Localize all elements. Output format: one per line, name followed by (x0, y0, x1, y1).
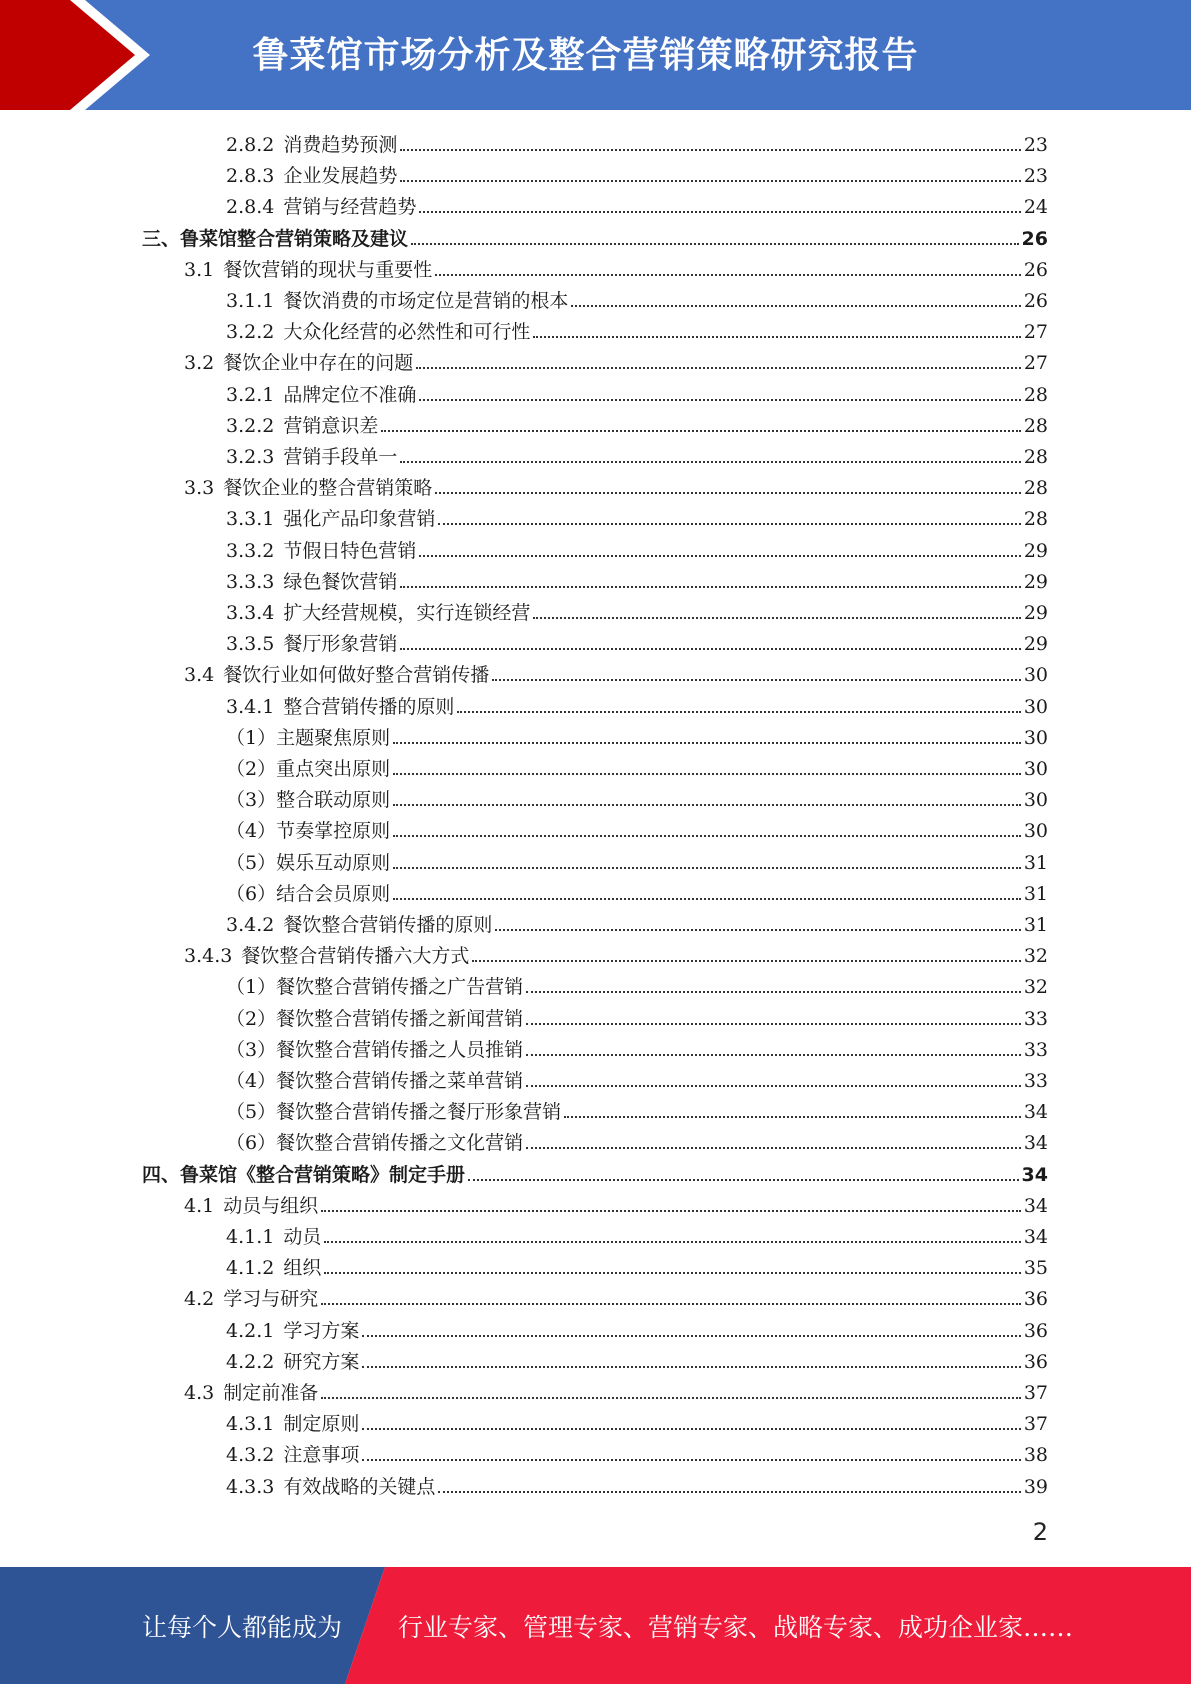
toc-entry-number: 3.2.2 (226, 321, 275, 344)
toc-leader-dots (321, 1397, 1021, 1399)
toc-entry-title: 扩大经营规模，实行连锁经营 (283, 602, 531, 624)
toc-leader-dots (457, 711, 1020, 713)
toc-entry-page: 29 (1023, 633, 1048, 656)
toc-entry-page: 23 (1023, 134, 1048, 156)
toc-entry-title: （6）餐饮整合营销传播之文化营销 (226, 1132, 524, 1155)
toc-entry[interactable] (226, 594, 1048, 625)
toc-entry-number: 3.3.4 (226, 602, 275, 624)
toc-entry[interactable] (226, 282, 1048, 313)
toc-entry[interactable] (184, 1187, 1048, 1218)
toc-entry[interactable] (226, 1405, 1048, 1436)
toc-entry-page: 37 (1023, 1382, 1048, 1404)
toc-entry-number: 4.2 (184, 1288, 215, 1311)
toc-entry-page: 39 (1023, 1475, 1048, 1498)
toc-entry-page: 35 (1023, 1257, 1048, 1280)
toc-entry-title: 动员与组织 (223, 1194, 319, 1217)
toc-entry-title: 餐饮消费的市场定位是营销的根本 (283, 290, 569, 312)
toc-entry-title: 组织 (283, 1257, 322, 1280)
toc-entry-title: 大众化经营的必然性和可行性 (283, 321, 531, 344)
toc-entry-page: 26 (1023, 290, 1048, 312)
toc-entry-title: （5）娱乐互动原则 (226, 851, 391, 874)
toc-leader-dots (362, 1366, 1020, 1368)
header-arrow-icon (0, 0, 160, 110)
toc-entry-number: 3.3.1 (226, 508, 275, 531)
toc-entry-page: 37 (1023, 1413, 1048, 1436)
toc-leader-dots (419, 399, 1020, 401)
toc-entry-page: 28 (1023, 508, 1048, 531)
toc-entry-page: 23 (1023, 165, 1048, 188)
toc-entry[interactable] (184, 344, 1048, 375)
toc-entry-number: 4.1 (184, 1194, 215, 1217)
toc-entry-number: 2.8.2 (226, 134, 275, 156)
toc-entry-page: 32 (1023, 976, 1048, 999)
toc-leader-dots (324, 1272, 1020, 1274)
toc-entry-number: 4.3.1 (226, 1413, 275, 1436)
toc-entry[interactable] (226, 750, 1048, 781)
toc-entry-title: 餐饮营销的现状与重要性 (223, 258, 433, 281)
toc-entry-number: 3.4.3 (184, 945, 233, 968)
toc-entry-number: 3.1.1 (226, 290, 275, 312)
toc-entry-title: 制定前准备 (223, 1382, 319, 1404)
toc-entry-page: 33 (1023, 1007, 1048, 1030)
toc-entry[interactable] (184, 1374, 1048, 1405)
toc-entry-title: 动员 (283, 1226, 322, 1248)
toc-entry-number: 3.4 (184, 664, 215, 687)
toc-entry[interactable] (226, 188, 1048, 219)
toc-entry[interactable] (226, 1249, 1048, 1280)
toc-entry-number: 4.2.2 (226, 1350, 275, 1373)
toc-entry-number: 3.2.1 (226, 383, 275, 406)
toc-leader-dots (362, 1459, 1020, 1461)
toc-entry-page: 30 (1023, 664, 1048, 687)
toc-leader-dots (526, 1147, 1021, 1149)
toc-entry-page: 33 (1023, 1070, 1048, 1092)
toc-entry-title: 有效战略的关键点 (283, 1475, 436, 1498)
toc-entry[interactable] (226, 1343, 1048, 1374)
toc-entry[interactable] (184, 469, 1048, 500)
toc-entry-page: 26 (1023, 258, 1048, 281)
toc-leader-dots (533, 336, 1020, 338)
toc-entry-number: 4.1.2 (226, 1257, 275, 1280)
toc-entry[interactable] (226, 906, 1048, 937)
page-header (0, 0, 1191, 110)
toc-leader-dots (571, 305, 1020, 307)
toc-entry-number: 4.3.2 (226, 1444, 275, 1467)
page-footer (0, 1567, 1191, 1684)
toc-leader-dots (526, 1054, 1021, 1056)
toc-leader-dots (492, 679, 1021, 681)
toc-entry[interactable] (226, 1312, 1048, 1343)
toc-leader-dots (495, 929, 1020, 931)
toc-entry[interactable] (226, 532, 1048, 563)
toc-entry[interactable] (226, 1062, 1048, 1093)
toc-entry[interactable] (226, 844, 1048, 875)
toc-entry[interactable] (226, 968, 1048, 999)
toc-leader-dots (526, 1085, 1021, 1087)
toc-entry-page: 29 (1023, 602, 1048, 624)
toc-entry-number: 3.3 (184, 477, 215, 500)
toc-entry-number: 3.2.3 (226, 446, 275, 468)
toc-entry-number: 3.3.3 (226, 570, 275, 593)
toc-leader-dots (400, 648, 1020, 650)
toc-leader-dots (362, 1428, 1020, 1430)
toc-leader-dots (393, 742, 1021, 744)
toc-leader-dots (321, 1303, 1021, 1305)
toc-entry-title: 品牌定位不准确 (283, 383, 417, 406)
toc-entry-number: 2.8.4 (226, 196, 275, 219)
toc-leader-dots (419, 211, 1020, 213)
toc-entry-page: 30 (1023, 820, 1048, 843)
toc-entry[interactable] (184, 656, 1048, 687)
toc-entry-title: 营销意识差 (283, 414, 379, 437)
toc-entry-page: 36 (1023, 1319, 1048, 1342)
toc-leader-dots (393, 773, 1021, 775)
toc-leader-dots (393, 835, 1021, 837)
toc-entry-title: （6）结合会员原则 (226, 882, 391, 905)
toc-entry[interactable] (226, 1468, 1048, 1499)
toc-entry-title: 绿色餐饮营销 (283, 570, 398, 593)
toc-entry-title: 强化产品印象营销 (283, 508, 436, 531)
toc-entry-page: 32 (1023, 945, 1048, 968)
toc-leader-dots (400, 149, 1020, 151)
toc-entry-title: 餐饮行业如何做好整合营销传播 (223, 664, 490, 687)
toc-entry-title: （1）餐饮整合营销传播之广告营销 (226, 976, 524, 999)
toc-entry-title: （3）餐饮整合营销传播之人员推销 (226, 1038, 524, 1061)
toc-entry-number: 3.3.2 (226, 539, 275, 562)
toc-leader-dots (416, 367, 1021, 369)
toc-entry[interactable] (184, 1280, 1048, 1311)
toc-entry-number: 4.3.3 (226, 1475, 275, 1498)
toc-entry-title: 餐饮企业中存在的问题 (223, 352, 414, 375)
toc-leader-dots (438, 523, 1020, 525)
toc-entry[interactable] (184, 251, 1048, 282)
toc-entry[interactable] (184, 937, 1048, 968)
toc-entry-page: 28 (1023, 383, 1048, 406)
toc-leader-dots (400, 180, 1020, 182)
toc-entry[interactable] (226, 438, 1048, 469)
toc-entry[interactable] (226, 376, 1048, 407)
toc-entry-page: 30 (1023, 695, 1048, 718)
toc-entry[interactable] (142, 1156, 1048, 1187)
toc-leader-dots (411, 243, 1019, 245)
toc-entry-title: （4）节奏掌控原则 (226, 820, 391, 843)
toc-entry-page: 29 (1023, 570, 1048, 593)
toc-entry-page: 31 (1023, 882, 1048, 905)
toc-leader-dots (438, 1491, 1020, 1493)
toc-entry[interactable] (226, 500, 1048, 531)
toc-entry-page: 34 (1023, 1194, 1048, 1217)
toc-entry-title: （1）主题聚焦原则 (226, 726, 391, 749)
toc-entry[interactable] (226, 157, 1048, 188)
toc-entry-title: 节假日特色营销 (283, 539, 417, 562)
toc-entry-number: 3.1 (184, 258, 215, 281)
toc-entry-number: 3.2.2 (226, 414, 275, 437)
toc-entry-page: 29 (1023, 539, 1048, 562)
toc-entry-page: 30 (1023, 789, 1048, 812)
toc-leader-dots (526, 991, 1021, 993)
toc-entry-page: 27 (1023, 321, 1048, 344)
toc-entry-number: 4.3 (184, 1382, 215, 1404)
toc-entry-title: 学习方案 (283, 1319, 360, 1342)
toc-entry[interactable] (226, 1436, 1048, 1467)
toc-entry-page: 33 (1023, 1038, 1048, 1061)
toc-entry-page: 28 (1023, 446, 1048, 468)
toc-entry[interactable] (226, 1093, 1048, 1124)
toc-entry-number: 4.2.1 (226, 1319, 275, 1342)
toc-entry-title: 餐饮整合营销传播六大方式 (241, 945, 470, 968)
toc-leader-dots (393, 867, 1021, 869)
toc-entry-page: 27 (1023, 352, 1048, 375)
toc-entry-page: 31 (1023, 851, 1048, 874)
toc-entry-page: 31 (1023, 914, 1048, 936)
toc-leader-dots (564, 1116, 1021, 1118)
toc-leader-dots (468, 1179, 1019, 1181)
toc-entry-page: 36 (1023, 1288, 1048, 1311)
toc-leader-dots (419, 555, 1020, 557)
toc-entry-number: 4.1.1 (226, 1226, 275, 1248)
toc-leader-dots (526, 1023, 1021, 1025)
toc-entry[interactable] (226, 313, 1048, 344)
toc-entry-page: 30 (1023, 758, 1048, 780)
toc-entry-page: 36 (1023, 1350, 1048, 1373)
toc-entry-title: 企业发展趋势 (283, 165, 398, 188)
toc-entry-page: 30 (1023, 726, 1048, 749)
toc-entry-title: 餐饮整合营销传播的原则 (283, 914, 493, 936)
toc-entry[interactable] (226, 563, 1048, 594)
document-title: 鲁菜馆市场分析及整合营销策略研究报告 (252, 34, 919, 76)
toc-entry-number: 3.4.2 (226, 914, 275, 936)
toc-entry-page: 26 (1021, 227, 1048, 250)
toc-entry-title: 制定原则 (283, 1413, 360, 1436)
toc-entry-title: （2）餐饮整合营销传播之新闻营销 (226, 1007, 524, 1030)
toc-entry-number: 2.8.3 (226, 165, 275, 188)
toc-leader-dots (321, 1210, 1021, 1212)
toc-leader-dots (362, 1335, 1020, 1337)
toc-entry-title: 注意事项 (283, 1444, 360, 1467)
toc-leader-dots (400, 461, 1020, 463)
toc-entry[interactable] (226, 625, 1048, 656)
toc-entry-page: 34 (1021, 1163, 1048, 1186)
toc-entry[interactable] (142, 220, 1048, 251)
toc-entry-number: 3.3.5 (226, 633, 275, 656)
toc-entry[interactable] (226, 126, 1048, 157)
toc-entry-title: 整合营销传播的原则 (283, 695, 455, 718)
toc-entry-title: （5）餐饮整合营销传播之餐厅形象营销 (226, 1101, 562, 1124)
toc-entry[interactable] (226, 781, 1048, 812)
toc-entry[interactable] (226, 875, 1048, 906)
toc-entry-title: 学习与研究 (223, 1288, 319, 1311)
toc-leader-dots (533, 617, 1020, 619)
toc-entry-page: 28 (1023, 477, 1048, 500)
toc-leader-dots (435, 492, 1021, 494)
toc-entry-page: 34 (1023, 1132, 1048, 1155)
toc-entry[interactable] (226, 1031, 1048, 1062)
toc-entry-page: 28 (1023, 414, 1048, 437)
toc-leader-dots (393, 898, 1021, 900)
toc-leader-dots (472, 960, 1020, 962)
toc-entry-title: （3）整合联动原则 (226, 789, 391, 812)
toc-leader-dots (393, 804, 1021, 806)
toc-entry-title: 餐厅形象营销 (283, 633, 398, 656)
toc-entry-number: 3.2 (184, 352, 215, 375)
toc-entry-page: 24 (1023, 196, 1048, 219)
footer-slogan-right: 行业专家、管理专家、营销专家、战略专家、成功企业家…… (398, 1612, 1074, 1642)
toc-entry-title: （2）重点突出原则 (226, 758, 391, 780)
toc-entry-title: 消费趋势预测 (283, 134, 398, 156)
toc-entry-page: 34 (1023, 1226, 1048, 1248)
toc-entry-title: 研究方案 (283, 1350, 360, 1373)
toc-leader-dots (400, 586, 1020, 588)
footer-slogan-left: 让每个人都能成为 (142, 1612, 343, 1642)
toc-entry-page: 38 (1023, 1444, 1048, 1467)
toc-leader-dots (435, 274, 1021, 276)
toc-leader-dots (381, 430, 1020, 432)
toc-entry[interactable] (226, 1000, 1048, 1031)
toc-entry-title: 营销与经营趋势 (283, 196, 417, 219)
toc-entry-title: 四、鲁菜馆《整合营销策略》制定手册 (142, 1163, 466, 1186)
toc-entry-title: 三、鲁菜馆整合营销策略及建议 (142, 227, 409, 250)
toc-entry-number: 3.4.1 (226, 695, 275, 718)
toc-entry[interactable] (226, 1218, 1048, 1249)
toc-entry-page: 34 (1023, 1101, 1048, 1124)
toc-leader-dots (324, 1241, 1020, 1243)
toc-entry[interactable] (226, 688, 1048, 719)
toc-entry-title: 餐饮企业的整合营销策略 (223, 477, 433, 500)
page-number: 2 (1032, 1518, 1048, 1546)
toc-entry-title: （4）餐饮整合营销传播之菜单营销 (226, 1070, 524, 1092)
toc-entry[interactable] (226, 407, 1048, 438)
toc-entry[interactable] (226, 1124, 1048, 1155)
toc-entry-title: 营销手段单一 (283, 446, 398, 468)
toc-entry[interactable] (226, 719, 1048, 750)
toc-entry[interactable] (226, 812, 1048, 843)
